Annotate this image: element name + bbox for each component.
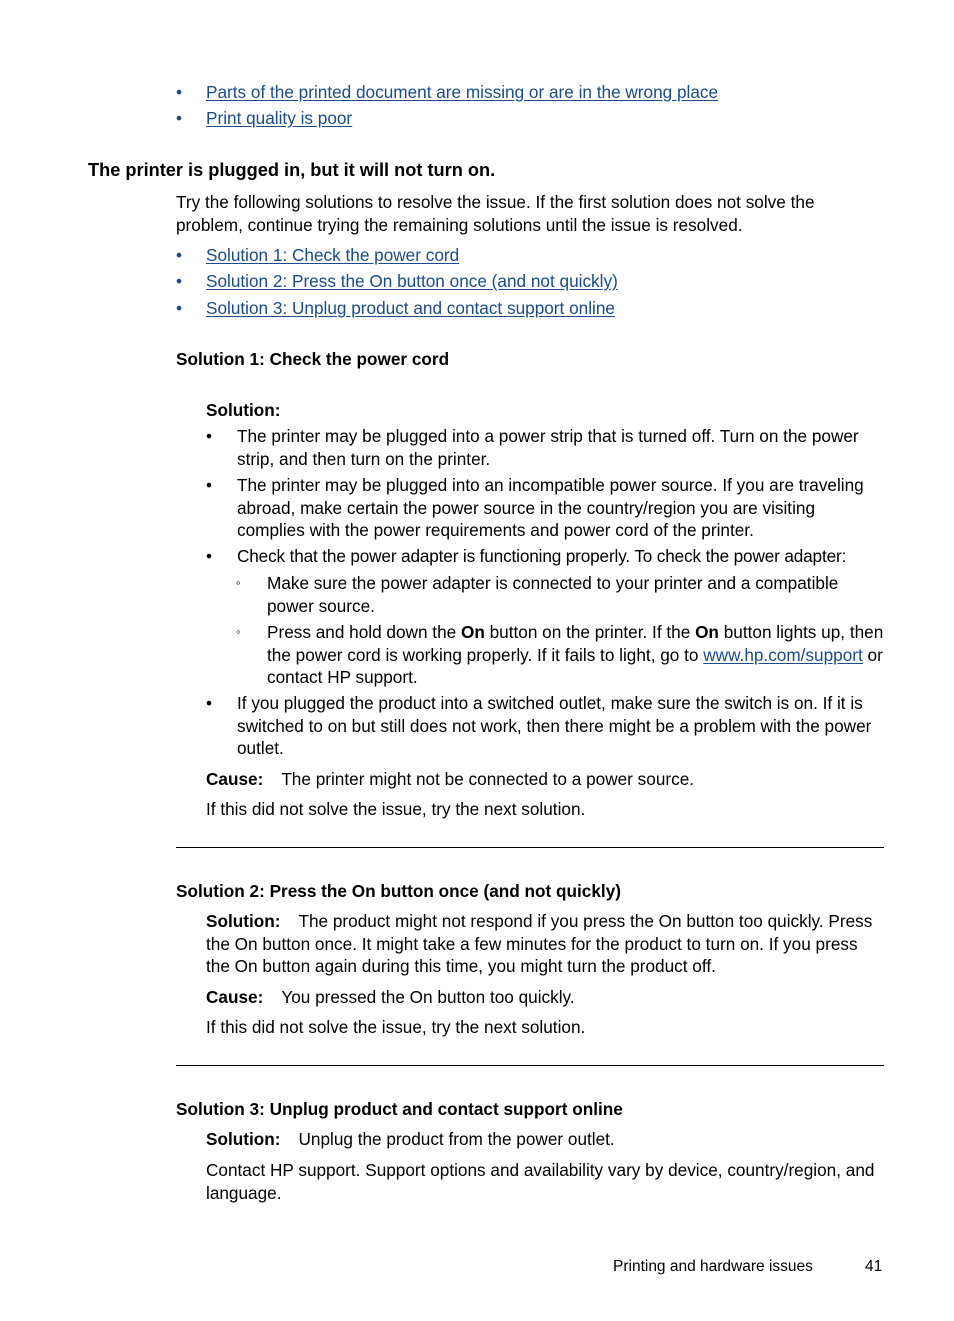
cause-row xyxy=(206,769,694,790)
bullet-text: If you plugged the product into a switched outlet, make sure the switch is on. If it is switched to on but still does not work, then there might be a problem with the power outlet. xyxy=(237,693,872,758)
sub-bullet: ◦ xyxy=(236,624,241,639)
next-solution-note: If this did not solve the issue, try the next solution. xyxy=(206,1017,586,1037)
bullet: • xyxy=(206,426,213,446)
text-run: or contact HP support. xyxy=(267,644,883,687)
list-item xyxy=(236,572,886,617)
bullet: • xyxy=(176,108,183,128)
bullet: • xyxy=(176,271,183,291)
solution-label: Solution: xyxy=(206,911,281,931)
bullet: • xyxy=(176,298,183,318)
link-solution-3[interactable]: Solution 3: Unplug product and contact support online xyxy=(206,298,615,318)
text-run: button lights up, then the power cord is working properly. If it fails to light, go to xyxy=(267,622,884,665)
solution-2-heading: Solution 2: Press the On button once (and not quickly) xyxy=(176,881,621,901)
bullet-text: The printer may be plugged into an incompatible power source. If you are traveling abroad, make certain the power source in the country/region you are visiting complies with the power requirements and power cord of the printer. xyxy=(237,475,864,540)
list-item xyxy=(206,545,896,568)
on-button-label: On xyxy=(460,622,485,642)
cause-label: Cause: xyxy=(206,987,264,1007)
bullet: • xyxy=(206,546,213,566)
bullet: • xyxy=(206,693,213,713)
intro-paragraph: Try the following solutions to resolve the issue. If the first solution does not solve the problem, continue trying the remaining solutions until the issue is resolved. xyxy=(176,192,815,235)
divider xyxy=(176,847,884,848)
divider xyxy=(176,1065,884,1066)
solution-3-heading: Solution 3: Unplug product and contact support online xyxy=(176,1099,623,1119)
bullet-text: The printer may be plugged into a power strip that is turned off. Turn on the power strip, and then turn on the printer. xyxy=(237,426,859,469)
text-run: button on the printer. If the xyxy=(484,622,696,642)
list-item xyxy=(206,474,886,542)
solution-label: Solution: xyxy=(206,400,281,420)
solution-2-body xyxy=(206,910,886,978)
text-run: Press and hold down the xyxy=(267,622,461,642)
solution-1-heading: Solution 1: Check the power cord xyxy=(176,349,450,369)
bullet: • xyxy=(176,82,183,102)
section-title: The printer is plugged in, but it will not turn on. xyxy=(88,160,496,180)
list-item xyxy=(206,425,886,470)
sub-bullet: ◦ xyxy=(236,575,241,590)
contact-paragraph: Contact HP support. Support options and availability vary by device, country/region, and language. xyxy=(206,1160,875,1203)
page-number: 41 xyxy=(865,1258,883,1275)
bullet-text: Check that the power adapter is functioning properly. To check the power adapter: xyxy=(237,546,847,566)
sub-bullet-text: Make sure the power adapter is connected to your printer and a compatible power source. xyxy=(267,573,839,616)
sub-bullet-text xyxy=(267,621,886,689)
next-solution-note: If this did not solve the issue, try the next solution. xyxy=(206,799,586,819)
link-solution-1[interactable]: Solution 1: Check the power cord xyxy=(206,245,460,265)
link-solution-2[interactable]: Solution 2: Press the On button once (and not quickly) xyxy=(206,271,618,291)
cause-label: Cause: xyxy=(206,769,264,789)
footer-section: Printing and hardware issues xyxy=(613,1258,813,1275)
solution-text: The product might not respond if you press the On button too quickly. Press the On button once. It might take a few minutes for the product to turn on. If you press the On button again during this time, you might turn the product off. xyxy=(206,911,873,976)
on-button-label: On xyxy=(695,622,719,642)
cause-text: You pressed the On button too quickly. xyxy=(281,987,575,1007)
cause-text: The printer might not be connected to a power source. xyxy=(281,769,695,789)
solution-label: Solution: xyxy=(206,1129,281,1149)
bullet: • xyxy=(176,245,183,265)
link-missing-parts[interactable]: Parts of the printed document are missing or are in the wrong place xyxy=(206,82,719,102)
link-print-quality[interactable]: Print quality is poor xyxy=(206,108,353,128)
list-item xyxy=(236,621,886,689)
list-item xyxy=(206,692,886,760)
solution-text: Unplug the product from the power outlet. xyxy=(298,1129,615,1149)
hp-support-link[interactable]: www.hp.com/support xyxy=(703,644,863,665)
solution-row xyxy=(206,1129,615,1150)
cause-row xyxy=(206,987,575,1008)
bullet: • xyxy=(206,475,213,495)
